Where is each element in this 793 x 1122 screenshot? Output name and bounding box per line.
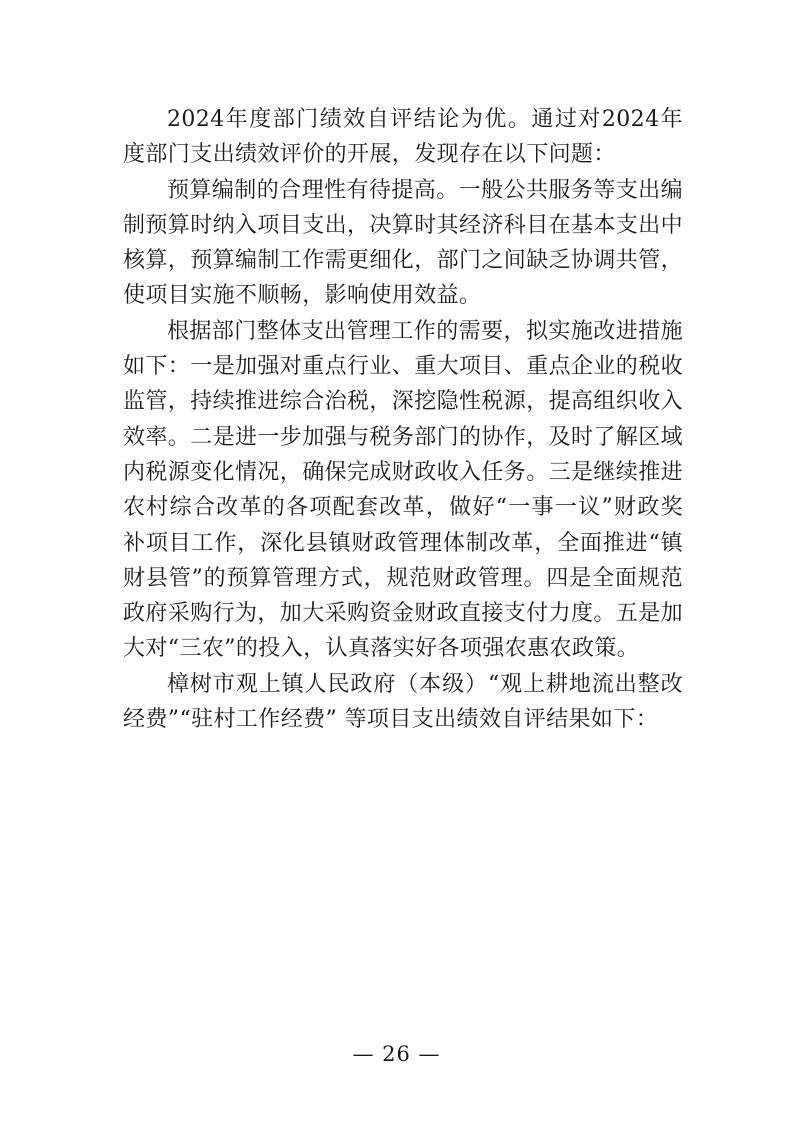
body-text xyxy=(123,102,683,737)
paragraph-conclusion: 2024年度部门绩效自评结论为优。通过对2024年度部门支出绩效评价的开展，发现存在以下问题： xyxy=(123,107,683,168)
page-number: — 26 — xyxy=(352,1042,441,1066)
paragraph-problem: 预算编制的合理性有待提高。一般公共服务等支出编制预算时纳入项目支出，决算时其经济科目在基本支出中核算，预算编制工作需更细化，部门之间缺乏协调共管，使项目实施不顺畅，影响使用效益。 xyxy=(123,177,684,309)
paragraph-measures: 根据部门整体支出管理工作的需要，拟实施改进措施如下：一是加强对重点行业、重大项目、重点企业的税收监管，持续推进综合治税，深挖隐性税源，提高组织收入效率。二是进一步加强与税务部门的协作，及时了解区域内税源变化情况，确保完成财政收入任务。三是继续推进农村综合改革的各项配套改革，做好“一事一议”财政奖补项目工作，深化县镇财政管理体制改革，全面推进“镇财县管”的预算管理方式，规范财政管理。四是全面规范政府采购行为，加大采购资金财政直接支付力度。五是加大对“三农”的投入，认真落实好各项强农惠农政策。 xyxy=(123,318,684,662)
paragraph-results-intro: 樟树市观上镇人民政府（本级）“观上耕地流出整改经费”“驻村工作经费” 等项目支出绩效自评结果如下： xyxy=(123,671,683,733)
